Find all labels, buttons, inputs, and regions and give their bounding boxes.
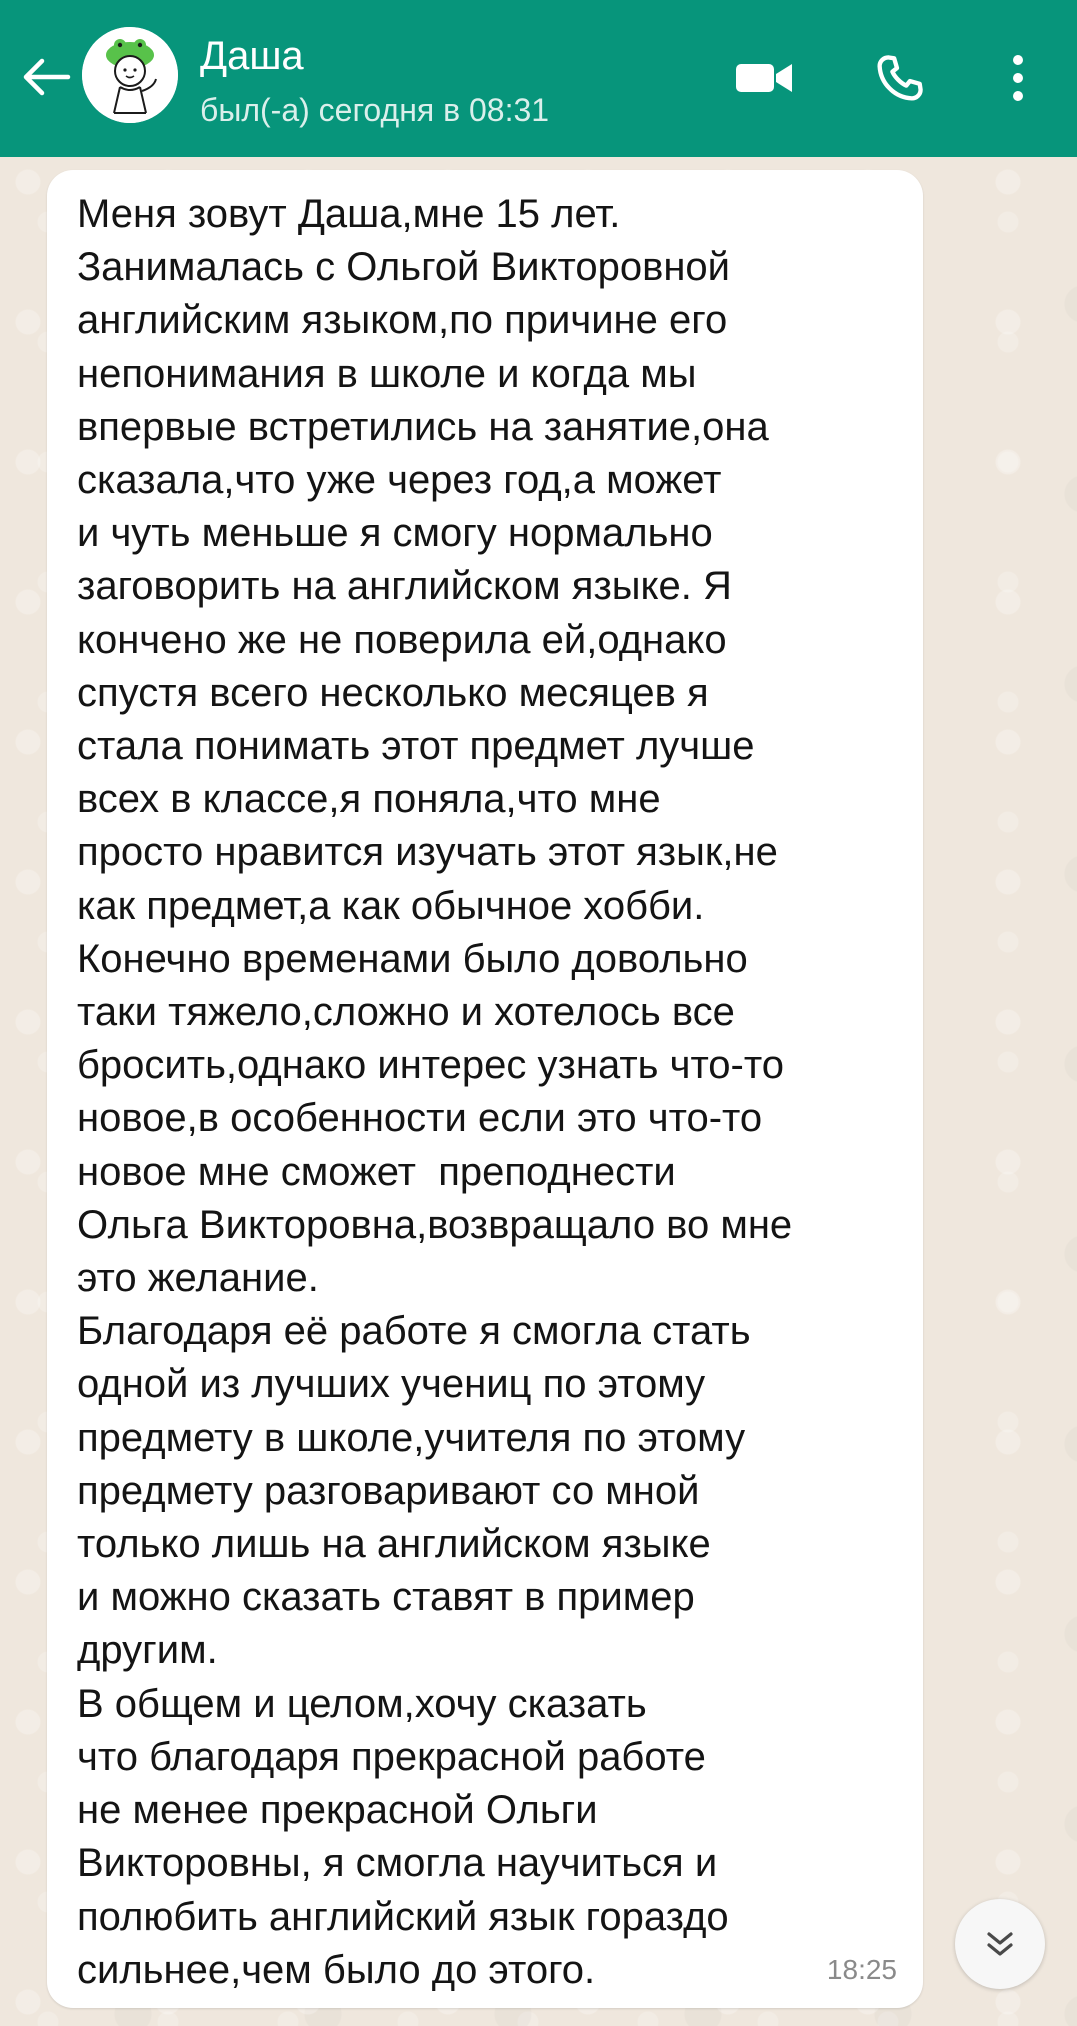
message-text: Меня зовут Даша,мне 15 лет. Занималась с Ольгой Викторовной английским языком,по причине его непонимания в школе и когда мы впервые встретились на занятие,она сказала,что уже через год,а может и чуть меньше я смогу нормально заговорить на английском языке. Я кончено же не поверила ей,однако спустя всего несколько месяцев я стала понимать этот предмет лучше всех в классе,я поняла,что мне просто нравится изучать этот язык,не как предмет,а как обычное хобби. Конечно временами было довольно таки тяжело,сложно и хотелось все бросить,однако интерес узнать что-то новое,в особенности если это что-то новое мне сможет преподнести Ольга Викторовна,возвращало во мне это желание. Благодаря её работе я смогла стать одной из лучших учениц по этому предмету в школе,учителя по этому предмету разговаривают со мной только лишь на английском языке и можно сказать ставят в пример другим. В общем и целом,хочу сказать что благодаря прекрасной работе не менее прекрасной Ольги Викторовны, я смогла научиться и полюбить английский язык гораздо сильнее,чем было до этого. xyxy=(77,192,793,1992)
scroll-to-bottom-button[interactable] xyxy=(955,1899,1045,1989)
menu-button[interactable] xyxy=(988,48,1048,108)
contact-name[interactable]: Даша xyxy=(200,34,304,78)
chevron-double-down-icon xyxy=(982,1926,1018,1962)
chat-header xyxy=(0,0,1077,157)
phone-icon xyxy=(874,52,926,104)
contact-status: был(-а) сегодня в 08:31 xyxy=(200,92,550,128)
video-camera-icon xyxy=(734,58,794,98)
vertical-dots-icon xyxy=(1010,53,1026,103)
message-time: 18:25 xyxy=(826,1954,897,1985)
video-call-button[interactable] xyxy=(732,48,796,108)
message-bubble[interactable] xyxy=(47,170,923,2008)
back-button[interactable] xyxy=(16,52,76,102)
avatar-frog-icon xyxy=(82,27,178,123)
voice-call-button[interactable] xyxy=(868,48,932,108)
avatar[interactable] xyxy=(82,27,178,123)
arrow-left-icon xyxy=(20,57,72,97)
